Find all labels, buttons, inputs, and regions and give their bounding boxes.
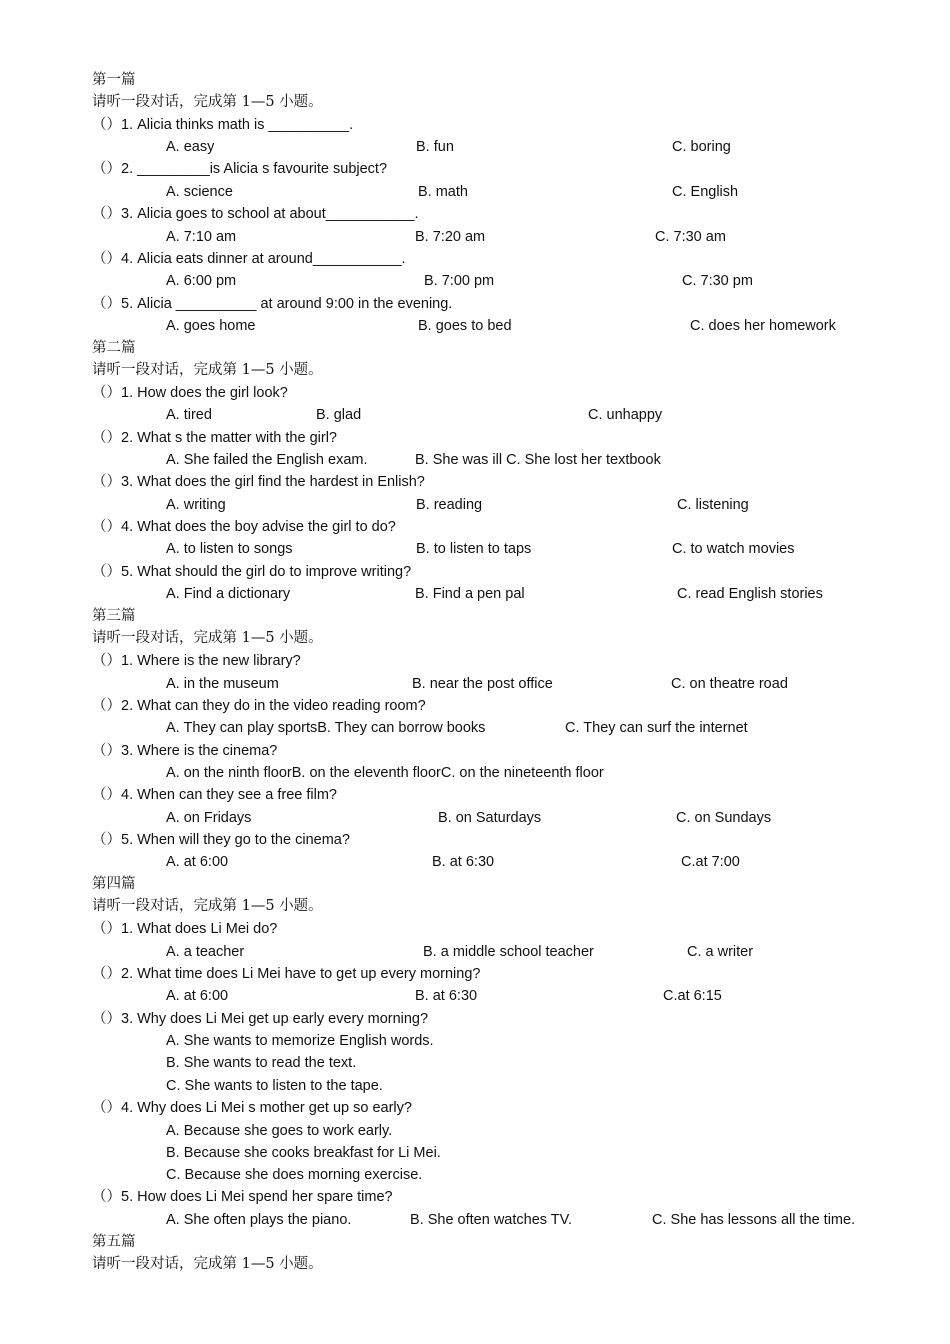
section-instruction: 请听一段对话，完成第 1—5 小题。 — [92, 362, 323, 378]
section-instruction: 请听一段对话，完成第 1—5 小题。 — [92, 1256, 323, 1272]
question-text: （）2. _________is Alicia s favourite subject? — [92, 161, 388, 177]
section-title: 第三篇 — [92, 608, 136, 624]
option-c: C. English — [672, 184, 739, 200]
option-c: C. 7:30 am — [655, 229, 726, 245]
option-b: B. at 6:30 — [432, 854, 495, 870]
question-text: （）5. Alicia __________ at around 9:00 in the evening. — [92, 296, 453, 312]
question-text: （）4. What does the boy advise the girl to do? — [92, 519, 396, 535]
option-a: A. 6:00 pm — [166, 273, 237, 289]
question-text: （）3. Alicia goes to school at about___________. — [92, 206, 419, 222]
option-a: A. writing — [166, 497, 226, 513]
option-c: C. Because she does morning exercise. — [166, 1167, 423, 1183]
option-b: B. at 6:30 — [415, 988, 478, 1004]
option-b: B. on Saturdays — [438, 810, 542, 826]
question-text: （）4. When can they see a free film? — [92, 787, 337, 803]
question-text: （）1. What does Li Mei do? — [92, 921, 278, 937]
option-b: B. to listen to taps — [416, 541, 532, 557]
question-text: （）1. How does the girl look? — [92, 385, 288, 401]
option-c: C. on theatre road — [671, 676, 788, 692]
option-a: A. on Fridays — [166, 810, 252, 826]
option-b: B. 7:20 am — [415, 229, 486, 245]
option-a: A. She often plays the piano. — [166, 1212, 352, 1228]
option-b: B. a middle school teacher — [423, 944, 594, 960]
question-text: （）2. What s the matter with the girl? — [92, 430, 337, 446]
option-b: B. goes to bed — [418, 318, 512, 334]
question-text: （）5. When will they go to the cinema? — [92, 832, 350, 848]
section-title: 第二篇 — [92, 340, 136, 356]
option-b: B. She wants to read the text. — [166, 1055, 357, 1071]
option-c: C. does her homework — [690, 318, 836, 334]
option-c: C.at 7:00 — [681, 854, 740, 870]
option-a: A. a teacher — [166, 944, 245, 960]
option-b: B. She often watches TV. — [410, 1212, 573, 1228]
section-title: 第一篇 — [92, 72, 136, 88]
option-b: B. reading — [416, 497, 483, 513]
option-a: A. She failed the English exam. — [166, 452, 368, 468]
option-c: C. unhappy — [588, 407, 663, 423]
option-c: C. read English stories — [677, 586, 823, 602]
option-a: A. in the museum — [166, 676, 279, 692]
section-instruction: 请听一段对话，完成第 1—5 小题。 — [92, 630, 323, 646]
option-a: A. easy — [166, 139, 215, 155]
question-text: （）4. Why does Li Mei s mother get up so early? — [92, 1100, 412, 1116]
option-c: C. boring — [672, 139, 731, 155]
option-c: C. She wants to listen to the tape. — [166, 1078, 383, 1094]
option-a: A. at 6:00 — [166, 854, 229, 870]
option-a: A. goes home — [166, 318, 256, 334]
option-c: C. on Sundays — [676, 810, 772, 826]
option-c: C. 7:30 pm — [682, 273, 753, 289]
option-c: C. a writer — [687, 944, 754, 960]
option-b: B. Because she cooks breakfast for Li Mei. — [166, 1145, 441, 1161]
question-text: （）5. What should the girl do to improve writing? — [92, 564, 412, 580]
option-a: A. 7:10 am — [166, 229, 237, 245]
option-a: A. tired — [166, 407, 212, 423]
section-instruction: 请听一段对话，完成第 1—5 小题。 — [92, 94, 323, 110]
option-c: C. She has lessons all the time. — [652, 1212, 856, 1228]
option-c: C. listening — [677, 497, 749, 513]
option-b: B. 7:00 pm — [424, 273, 495, 289]
option-a: A. She wants to memorize English words. — [166, 1033, 434, 1049]
section-instruction: 请听一段对话，完成第 1—5 小题。 — [92, 898, 323, 914]
option-a: A. at 6:00 — [166, 988, 229, 1004]
option-b: B. near the post office — [412, 676, 553, 692]
option-a: A. on the ninth floorB. on the eleventh floorC. on the nineteenth floor — [166, 765, 604, 781]
option-a: A. They can play sportsB. They can borrow books — [166, 720, 486, 736]
option-b: B. fun — [416, 139, 454, 155]
question-text: （）2. What time does Li Mei have to get up every morning? — [92, 966, 481, 982]
option-b: B. She was ill C. She lost her textbook — [415, 452, 661, 468]
question-text: （）1. Where is the new library? — [92, 653, 301, 669]
option-c: C.at 6:15 — [663, 988, 722, 1004]
question-text: （）1. Alicia thinks math is __________. — [92, 117, 354, 133]
question-text: （）5. How does Li Mei spend her spare time? — [92, 1189, 393, 1205]
option-a: A. Find a dictionary — [166, 586, 291, 602]
option-c: C. They can surf the internet — [565, 720, 748, 736]
section-title: 第四篇 — [92, 876, 136, 892]
option-b: B. math — [418, 184, 468, 200]
section-title: 第五篇 — [92, 1234, 136, 1250]
question-text: （）4. Alicia eats dinner at around___________. — [92, 251, 406, 267]
option-c: C. to watch movies — [672, 541, 795, 557]
question-text: （）3. Where is the cinema? — [92, 743, 278, 759]
option-b: B. glad — [316, 407, 362, 423]
option-a: A. science — [166, 184, 233, 200]
question-text: （）3. Why does Li Mei get up early every morning? — [92, 1011, 429, 1027]
question-text: （）2. What can they do in the video reading room? — [92, 698, 426, 714]
question-text: （）3. What does the girl find the hardest in Enlish? — [92, 474, 425, 490]
option-b: B. Find a pen pal — [415, 586, 525, 602]
option-a: A. Because she goes to work early. — [166, 1123, 393, 1139]
option-a: A. to listen to songs — [166, 541, 293, 557]
